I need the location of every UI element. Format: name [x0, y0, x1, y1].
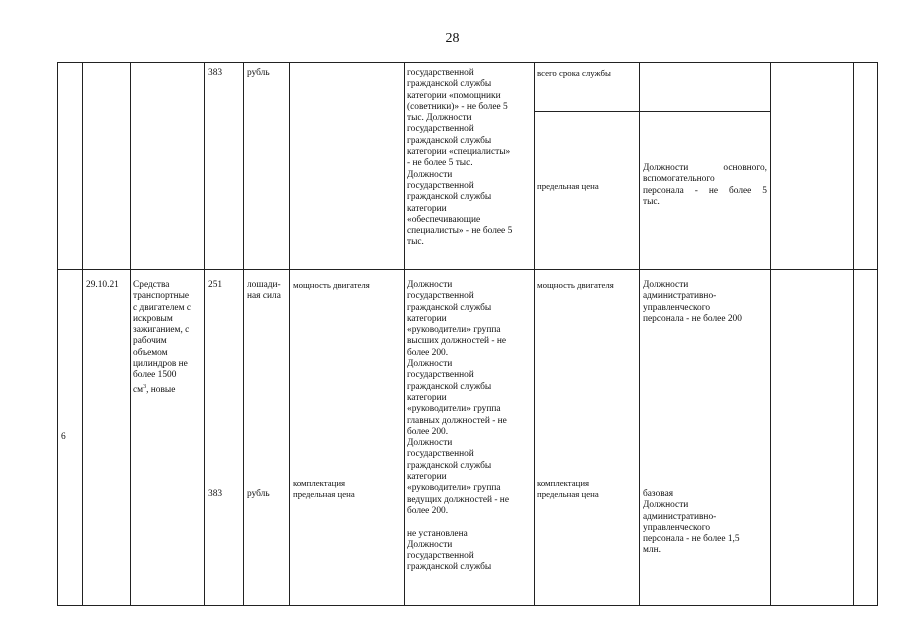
table-top-border	[57, 62, 877, 63]
cell-norm-text: Должности государственной гражданской службы категории «руководители» группа высших должностей - не более 200. Должности государственной гражданской службы категории «руководители» группа главных должностей - не более 200. Должности государственной гражданской службы категории «руководители» группа ведущих должностей - не более 200. не установлена Должности государственной гражданской службы	[407, 280, 509, 573]
name-tail: , новые	[146, 384, 176, 395]
cell-characteristic: мощность двигателя	[293, 280, 370, 290]
column-line	[130, 62, 131, 606]
name-text: Средства транспортные с двигателем с искровым зажиганием, с рабочим объемом цилиндров не более 1500 см	[133, 280, 192, 395]
cell-code: 383	[208, 68, 223, 78]
cell-norm-text: государственной гражданской службы категории «помощники (советники)» - не более 5 тыс. Должности государственной гражданской службы категории «специалисты» - не более 5 тыс. Должности государственной гражданской службы категории «обеспечивающие специалисты» - не более 5 тыс.	[407, 68, 513, 248]
cell-characteristic-right: мощность двигателя	[537, 280, 614, 290]
cell-divider-line	[534, 111, 770, 112]
cell-product-name	[133, 280, 203, 396]
cell-okpd: 29.10.21	[86, 280, 119, 290]
column-line	[404, 62, 405, 606]
column-line	[82, 62, 83, 606]
cell-code: 251	[208, 280, 223, 290]
column-line	[770, 62, 771, 606]
row-divider-line	[57, 269, 877, 270]
value-line: вспомогательного	[643, 174, 715, 185]
cell-value: Должности административно- управленческого персонала - не более 200	[643, 280, 742, 324]
column-line	[877, 62, 878, 606]
cell-characteristic: комплектация предельная цена	[293, 478, 355, 500]
table-bottom-border	[57, 605, 877, 606]
cell-unit: рубль	[247, 489, 270, 499]
cell-code: 383	[208, 489, 223, 499]
row-number: 6	[61, 432, 66, 442]
value-line: персонала - не более 5	[643, 185, 767, 196]
cell-characteristic-right: комплектация предельная цена	[537, 478, 599, 500]
column-line	[243, 62, 244, 606]
cell-characteristic-price: предельная цена	[537, 181, 599, 191]
column-line	[639, 62, 640, 606]
cell-value-price	[643, 163, 767, 208]
column-line	[57, 62, 58, 606]
value-line: Должности основного,	[643, 163, 767, 173]
column-line	[204, 62, 205, 606]
name-superscript: 3	[143, 383, 147, 390]
cell-characteristic: всего срока службы	[537, 68, 611, 78]
column-line	[853, 62, 854, 606]
column-line	[289, 62, 290, 606]
cell-unit: лошади- ная сила	[247, 280, 281, 302]
column-line	[534, 62, 535, 606]
page-number: 28	[445, 31, 460, 46]
value-line: тыс.	[643, 196, 660, 207]
cell-value: базовая Должности административно- управленческого персонала - не более 1,5 млн.	[643, 489, 740, 556]
cell-unit: рубль	[247, 68, 270, 78]
